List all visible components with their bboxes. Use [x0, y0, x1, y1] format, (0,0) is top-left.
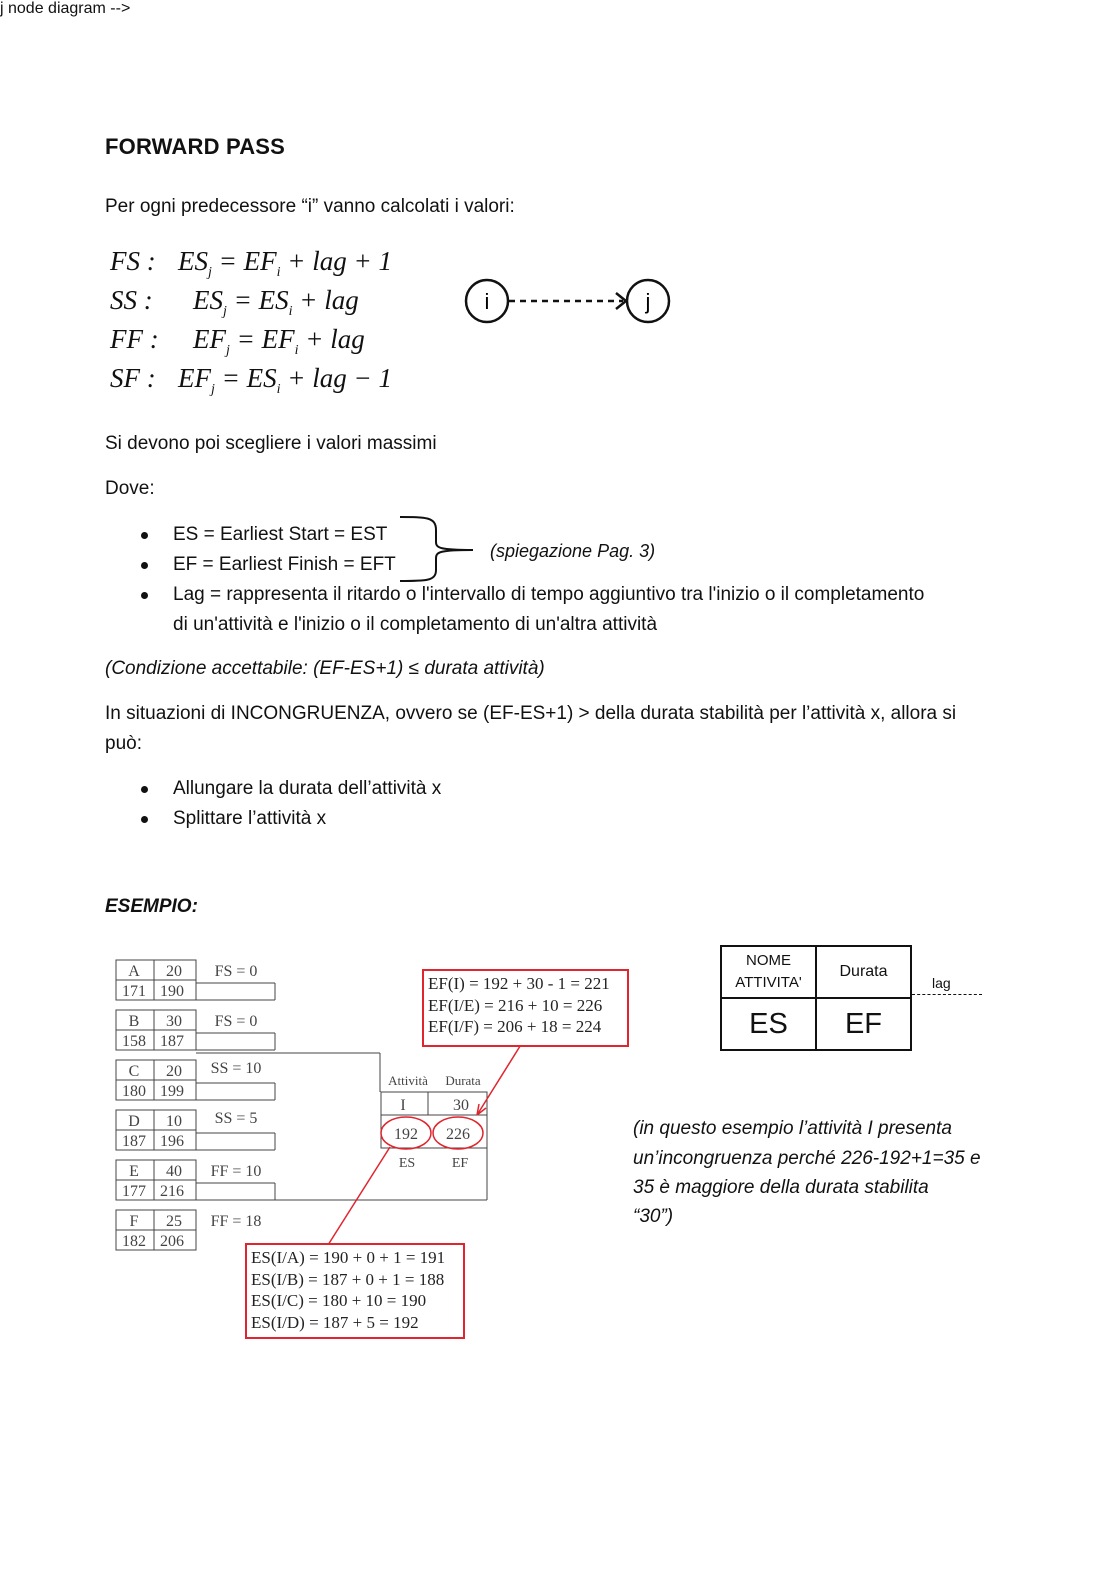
- activity-duration: 30: [166, 1013, 182, 1030]
- incongruenza-line1: In situazioni di INCONGRUENZA, ovvero se (EF-ES+1) > della durata stabilità per l’attività x, allora si: [105, 703, 957, 724]
- formula-lhs: ES: [178, 246, 208, 276]
- activity-relation: FF = 10: [210, 1163, 262, 1180]
- formula-rest: + lag + 1: [280, 246, 392, 276]
- target-header-attivita: Attività: [388, 1073, 428, 1088]
- formula-sub: i: [276, 382, 281, 397]
- ef-pointer-arrow-icon: [477, 1104, 486, 1115]
- formula-label: FF :: [110, 324, 159, 354]
- formula-sub: j: [226, 343, 230, 358]
- legend-ef: EF: [844, 1007, 883, 1040]
- activity-name: D: [128, 1113, 140, 1130]
- ef-calc-line: EF(I) = 192 + 30 - 1 = 221: [428, 974, 610, 993]
- legend-es-cell: [722, 999, 815, 1049]
- activity-ef: 196: [160, 1133, 184, 1150]
- activity-relation: FS = 0: [214, 963, 258, 980]
- target-name-row: [381, 1092, 487, 1115]
- esempio-label: ESEMPIO:: [105, 896, 198, 917]
- formula-sub: i: [276, 265, 281, 280]
- activity-relation: FF = 18: [210, 1213, 262, 1230]
- bullet: [141, 816, 148, 823]
- activity-ef: 199: [160, 1083, 184, 1100]
- formula-lhs: EF: [178, 363, 211, 393]
- curly-brace-icon: [398, 514, 478, 586]
- activity-name: A: [128, 963, 140, 980]
- activity-name: F: [129, 1213, 139, 1230]
- node-j-label: j: [645, 289, 651, 314]
- formula-fs: [110, 246, 392, 285]
- activity-relation: SS = 5: [214, 1110, 258, 1127]
- esempio-heading: [105, 892, 198, 922]
- intro-text: Per ogni predecessore “i” vanno calcolati i valori:: [105, 196, 515, 217]
- formula-sub: i: [294, 343, 299, 358]
- formula-rest: + lag: [292, 285, 359, 315]
- formula-ff: [110, 324, 392, 363]
- bullet: [141, 562, 148, 569]
- activity-es: 180: [122, 1083, 146, 1100]
- activity-boxes: [116, 960, 261, 1250]
- formula-sub: j: [223, 304, 227, 319]
- target-es: 192: [394, 1126, 418, 1143]
- definition-lag-cont: di un'attività e l'inizio o il completamento di un'altra attività: [173, 614, 658, 635]
- activity-es: 158: [122, 1033, 146, 1050]
- node-i-label: i: [484, 289, 490, 314]
- formula-label: SF :: [110, 363, 156, 393]
- legend-lag-label: lag: [932, 975, 951, 991]
- formula-mid: = EF: [211, 246, 277, 276]
- rimedio-splittare: Splittare l’attività x: [173, 808, 327, 829]
- formula-ss: [110, 285, 392, 324]
- ef-calc-line: EF(I/F) = 206 + 18 = 224: [428, 1017, 602, 1036]
- activity-es: 177: [122, 1183, 146, 1200]
- target-ef-label: EF: [451, 1156, 469, 1171]
- node-diagram: [460, 276, 675, 328]
- activity-duration: 25: [166, 1213, 182, 1230]
- note-line: “30”): [633, 1206, 674, 1227]
- ef-calculation-box: [422, 969, 629, 1047]
- page-title: FORWARD PASS: [105, 134, 286, 159]
- activity-relation: SS = 10: [210, 1060, 262, 1077]
- legend-attivita: ATTIVITA': [735, 974, 802, 991]
- activity-relation: FS = 0: [214, 1013, 258, 1030]
- activity-ef: 206: [160, 1233, 184, 1250]
- activity-duration: 20: [166, 963, 182, 980]
- legend-durata-cell: [817, 947, 910, 997]
- target-es-label: ES: [398, 1156, 416, 1171]
- rimedio-allungare: Allungare la durata dell’attività x: [173, 778, 442, 799]
- bullet: [141, 786, 148, 793]
- formula-block: [110, 246, 392, 402]
- formula-sub: j: [211, 382, 215, 397]
- target-name: I: [400, 1097, 406, 1114]
- incongruenza-line2: può:: [105, 733, 142, 754]
- activity-ef: 187: [160, 1033, 184, 1050]
- bullet: [141, 592, 148, 599]
- formula-sub: j: [208, 265, 212, 280]
- formula-label: FS :: [110, 246, 156, 276]
- activity-es: 187: [122, 1133, 146, 1150]
- activity-ef: 190: [160, 983, 184, 1000]
- es-pointer-line: [328, 1147, 390, 1245]
- target-ef: 226: [446, 1126, 470, 1143]
- formula-sf: [110, 363, 392, 402]
- formula-rest: + lag: [298, 324, 365, 354]
- activity-ef: 216: [160, 1183, 184, 1200]
- legend-es: ES: [749, 1007, 788, 1040]
- es-calculation-box: [245, 1243, 465, 1339]
- target-duration: 30: [453, 1097, 469, 1114]
- activity-duration: 10: [166, 1113, 182, 1130]
- activity-duration: 20: [166, 1063, 182, 1080]
- legend-box: [720, 945, 912, 1051]
- activity-name: C: [128, 1063, 140, 1080]
- activity-es: 171: [122, 983, 146, 1000]
- target-header-durata: Durata: [445, 1073, 481, 1088]
- legend-ef-cell: [817, 999, 910, 1049]
- formula-rest: + lag − 1: [280, 363, 392, 393]
- legend-nome: NOME: [746, 952, 791, 969]
- bullet: [141, 532, 148, 539]
- formula-mid: = ES: [214, 363, 277, 393]
- condizione-text: (Condizione accettabile: (EF-ES+1) ≤ durata attività): [105, 658, 545, 679]
- ef-pointer-line: [477, 1043, 522, 1115]
- formula-mid: = ES: [226, 285, 289, 315]
- legend-nome-cell: [722, 947, 815, 997]
- formula-sub: i: [288, 304, 293, 319]
- es-calc-line: ES(I/C) = 180 + 10 = 190: [251, 1291, 427, 1310]
- activity-name: E: [129, 1163, 139, 1180]
- formula-lhs: ES: [193, 285, 223, 315]
- legend-lag-line: [912, 994, 982, 995]
- ef-calc-line: EF(I/E) = 216 + 10 = 226: [428, 995, 603, 1015]
- definition-es: ES = Earliest Start = EST: [173, 524, 388, 545]
- max-values-text: Si devono poi scegliere i valori massimi: [105, 433, 437, 454]
- note-line: un’incongruenza perché 226-192+1=35 e: [633, 1148, 981, 1169]
- es-calc-line: ES(I/D) = 187 + 5 = 192: [251, 1312, 419, 1332]
- activity-duration: 40: [166, 1163, 182, 1180]
- dove-label: Dove:: [105, 478, 155, 499]
- formula-label: SS :: [110, 285, 153, 315]
- activity-es: 182: [122, 1233, 146, 1250]
- formula-lhs: EF: [193, 324, 226, 354]
- note-line: 35 è maggiore della durata stabilita: [633, 1177, 929, 1198]
- es-calc-line: ES(I/A) = 190 + 0 + 1 = 191: [251, 1248, 446, 1267]
- definition-lag: Lag = rappresenta il ritardo o l'intervallo di tempo aggiuntivo tra l'inizio o il completamento: [173, 584, 925, 605]
- es-calc-line: ES(I/B) = 187 + 0 + 1 = 188: [251, 1269, 445, 1289]
- formula-mid: = EF: [229, 324, 295, 354]
- spiegazione-note: (spiegazione Pag. 3): [490, 541, 656, 561]
- legend-durata: Durata: [839, 963, 888, 980]
- definition-ef: EF = Earliest Finish = EFT: [173, 554, 396, 575]
- note-line: (in questo esempio l’attività I presenta: [633, 1118, 952, 1139]
- activity-name: B: [128, 1013, 140, 1030]
